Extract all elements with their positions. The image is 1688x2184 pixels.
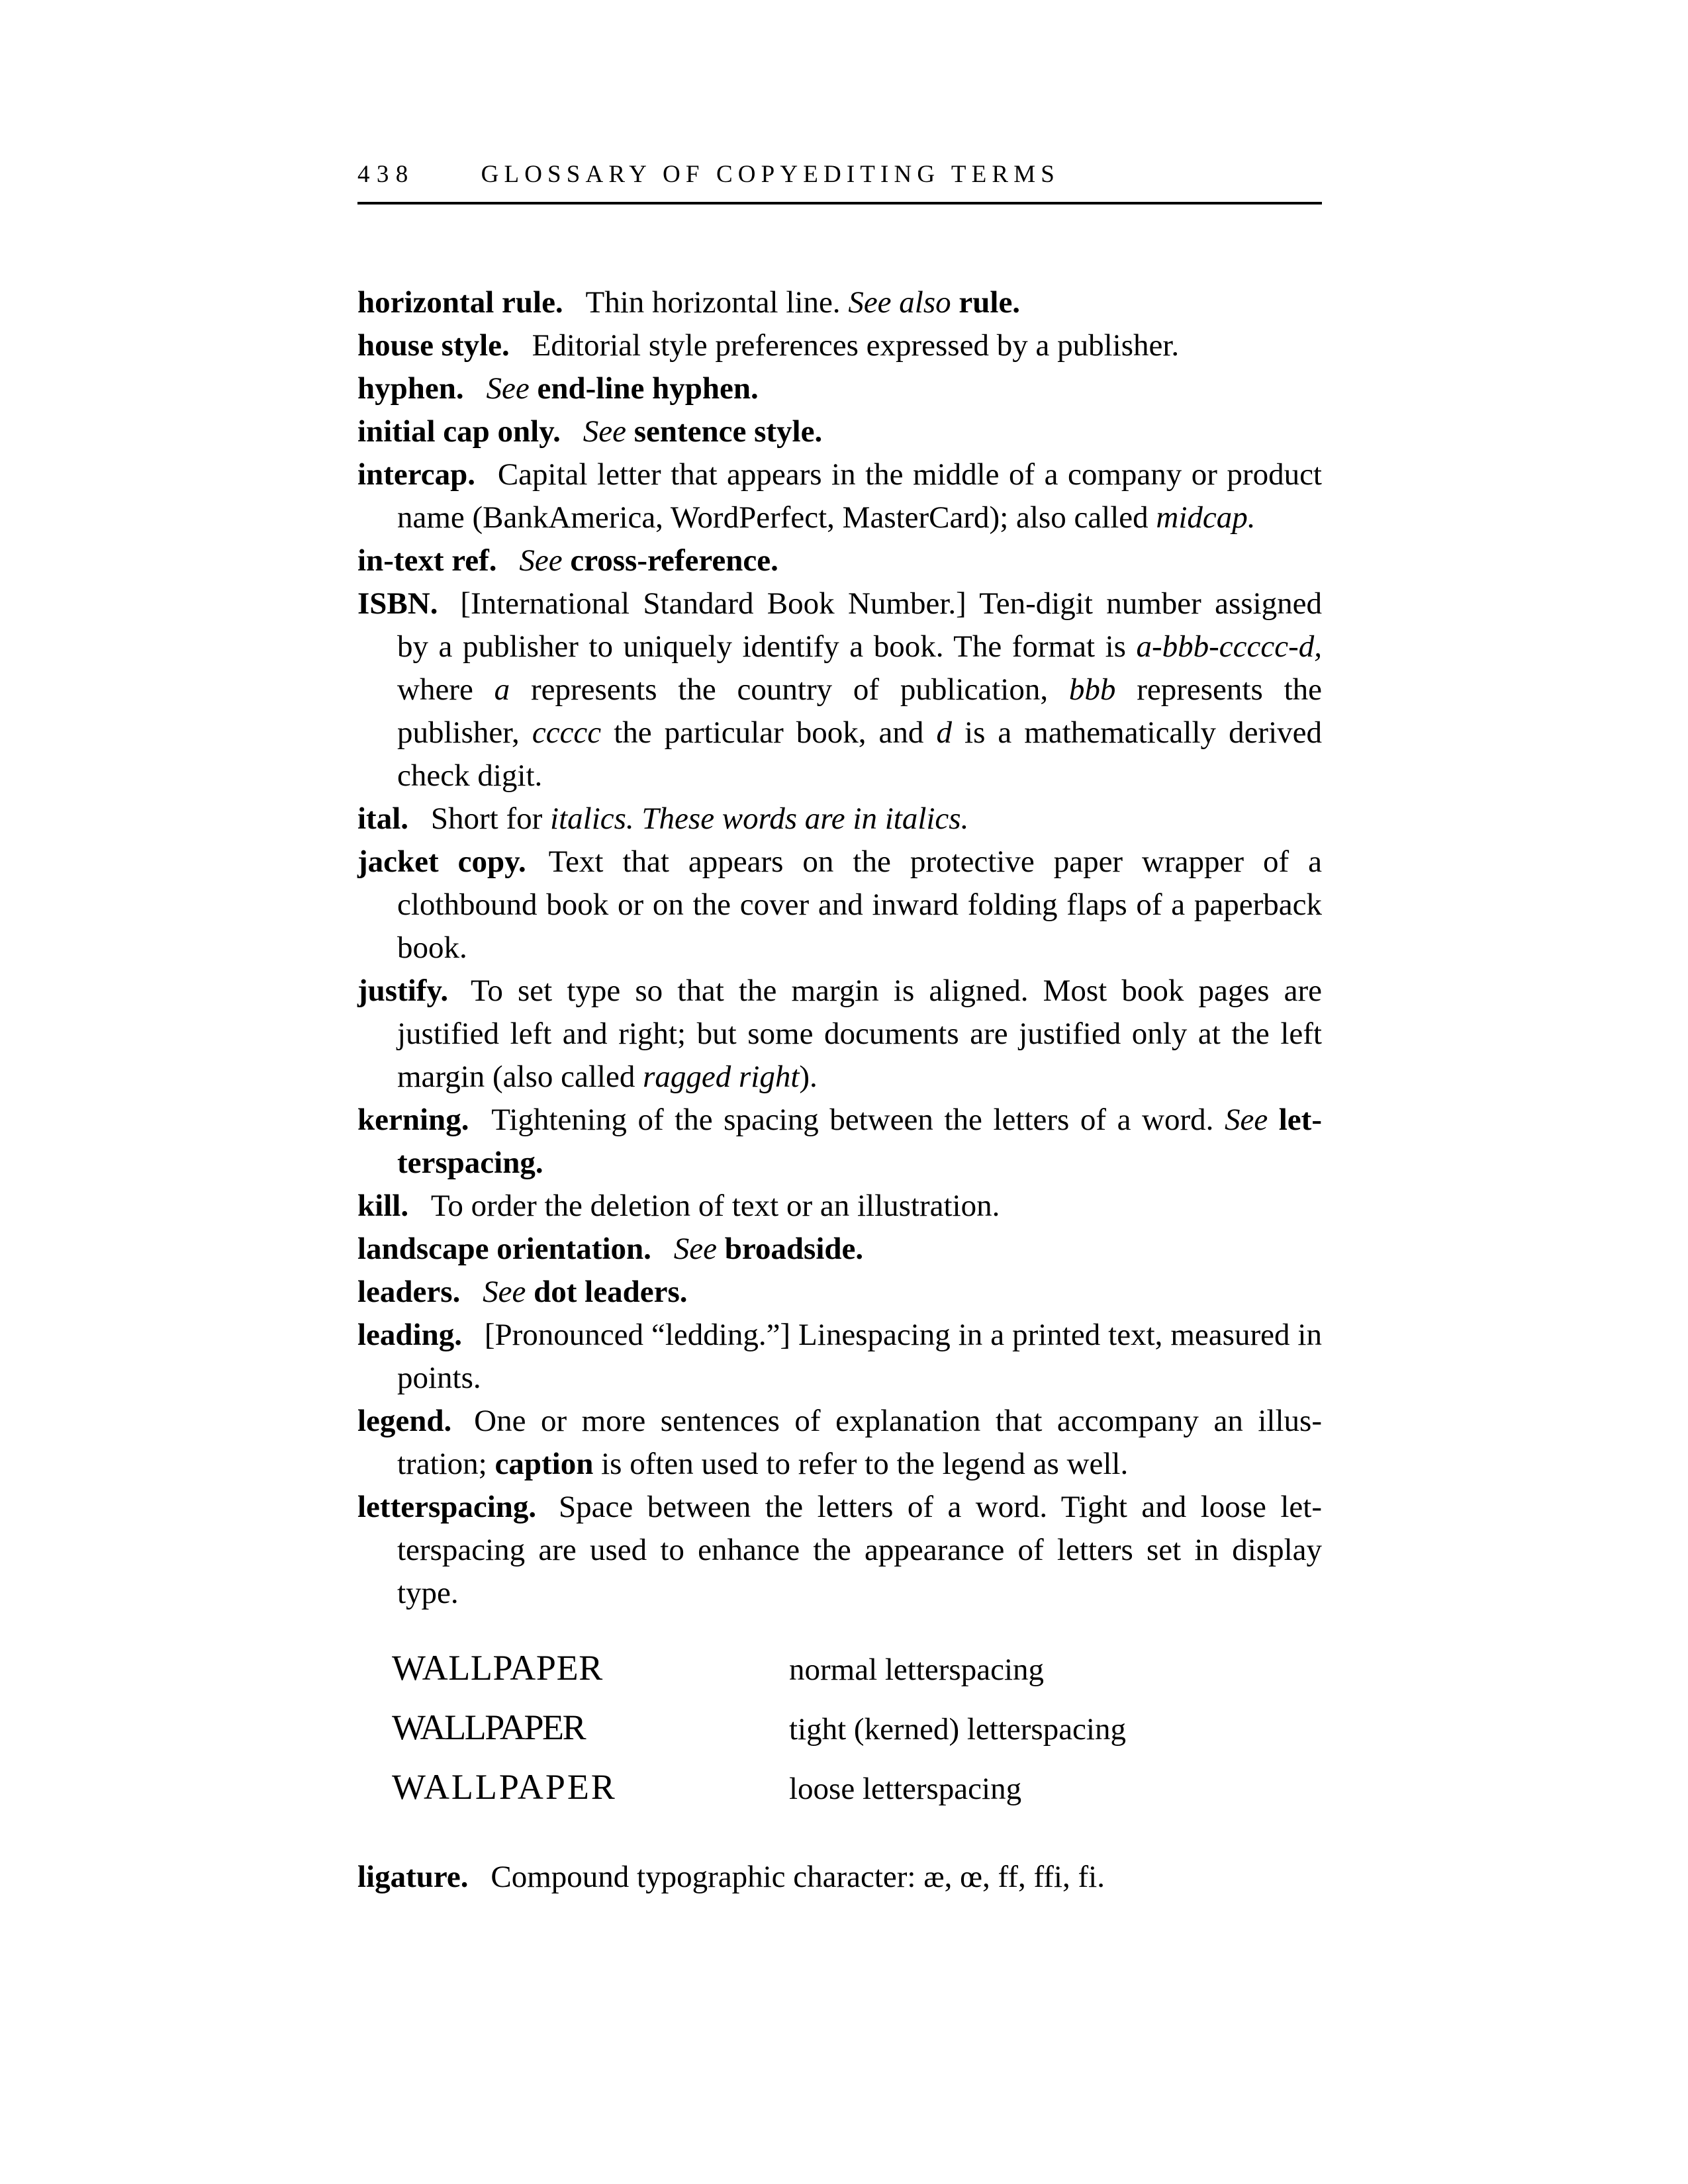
- glossary-entry: [357, 1314, 1322, 1400]
- entry-term: horizontal rule.: [357, 285, 563, 320]
- glossary-entry: [357, 970, 1322, 1099]
- entry-term: house style.: [357, 328, 510, 363]
- entry-text-run: represents the publisher,: [397, 672, 1322, 750]
- entry-text-run: See: [483, 1275, 534, 1309]
- glossary-entry: [357, 1185, 1322, 1228]
- header-rule: [357, 202, 1322, 205]
- entry-text-run: ccccc: [532, 715, 602, 750]
- entry-term: justify.: [357, 974, 449, 1008]
- letterspacing-sample-loose: WALLPAPER: [392, 1767, 617, 1807]
- entry-term: kerning.: [357, 1103, 469, 1137]
- letterspacing-sample-tight: WALLPAPER: [392, 1707, 585, 1747]
- entry-text-run: See also: [848, 285, 959, 320]
- glossary-entry: [357, 539, 1322, 582]
- entry-term: ISBN.: [357, 586, 438, 621]
- entry-text-run: end-line hyphen.: [537, 371, 759, 406]
- entry-term: landscape orientation.: [357, 1232, 651, 1266]
- entry-text-run: caption: [494, 1447, 594, 1481]
- letterspacing-sample-normal: WALLPAPER: [392, 1648, 603, 1688]
- entry-text-run: ragged right: [643, 1060, 800, 1094]
- entry-text-run: the particular book, and: [601, 715, 937, 750]
- entry-text-run: where: [397, 672, 494, 707]
- entry-term: ligature.: [357, 1860, 469, 1894]
- entry-text-run: Tightening of the spacing between the letters of a word.: [491, 1103, 1225, 1137]
- entry-term: intercap.: [357, 457, 475, 492]
- entry-text-run: To order the deletion of text or an illustration.: [430, 1189, 1000, 1223]
- entry-text-run: rule.: [959, 285, 1021, 320]
- entry-text-run: [International Standard Book Number.] Ten-digit number assigned by a publisher to uniquely identify a book. The format is: [397, 586, 1322, 664]
- glossary-entry: [357, 797, 1322, 841]
- running-head-title: GLOSSARY OF COPYEDITING TERMS: [481, 161, 1060, 188]
- entry-text-run: Text that appears on the protective paper wrapper of a clothbound book or on the cover and inward folding flaps of a paperback book.: [397, 844, 1322, 965]
- entry-term: leading.: [357, 1318, 463, 1352]
- entry-text-run: broadside.: [724, 1232, 864, 1266]
- glossary-entry: [357, 367, 1322, 410]
- glossary-entry: [357, 1400, 1322, 1486]
- entry-term: leaders.: [357, 1275, 461, 1309]
- entry-text-run: Short for: [430, 801, 551, 836]
- letterspacing-sample-label: loose letterspacing: [789, 1772, 1022, 1806]
- entry-text-run: Compound typographic character: æ, œ, ff, ffi, fi.: [491, 1860, 1105, 1894]
- entry-text-run: See: [486, 371, 538, 406]
- glossary-list-continued: [357, 1856, 1322, 1899]
- entry-text-run: is a mathematically derived check digit.: [397, 715, 1322, 793]
- entry-term: ital.: [357, 801, 409, 836]
- entry-text-run: a-bbb-ccccc-d,: [1136, 629, 1322, 664]
- entry-text-run: sentence style.: [633, 414, 823, 449]
- entry-text-run: See: [673, 1232, 725, 1266]
- page-number: 438: [357, 161, 415, 188]
- page-header: [357, 160, 1322, 189]
- letterspacing-examples: [357, 1647, 1322, 1825]
- glossary-entry: [357, 1856, 1322, 1899]
- entry-text-run: letterspacing.: [397, 1103, 1322, 1180]
- entry-text-run: d: [936, 715, 952, 750]
- glossary-entry: [357, 410, 1322, 453]
- glossary-entry: [357, 1271, 1322, 1314]
- entry-text-run: One or more sentences of explanation that accompany an illustration;: [397, 1404, 1322, 1481]
- entry-text-run: To set type so that the margin is aligned. Most book pages are justified left and right; but some documents are justified only at the left margin (also called: [397, 974, 1322, 1094]
- glossary-entry: [357, 1099, 1322, 1185]
- entry-text-run: italics. These words are in italics.: [550, 801, 969, 836]
- entry-text-run: Space between the letters of a word. Tight and loose letterspacing are used to enhance the appearance of letters set in display type.: [397, 1490, 1322, 1610]
- entry-text-run: [Pronounced “ledding.”] Linespacing in a printed text, measured in points.: [397, 1318, 1322, 1395]
- entry-term: hyphen.: [357, 371, 464, 406]
- glossary-entry: [357, 281, 1322, 324]
- letterspacing-example-row: [392, 1766, 1322, 1825]
- entry-text-run: represents the country of publication,: [510, 672, 1069, 707]
- entry-text-run: cross-reference.: [570, 543, 778, 578]
- letterspacing-sample-label: tight (kerned) letterspacing: [789, 1712, 1126, 1747]
- glossary-entry: [357, 453, 1322, 539]
- entry-text-run: midcap.: [1156, 500, 1256, 535]
- letterspacing-sample-label: normal letterspacing: [789, 1653, 1044, 1687]
- entry-term: letterspacing.: [357, 1490, 537, 1524]
- entry-term: kill.: [357, 1189, 409, 1223]
- entry-text-run: is often used to refer to the legend as well.: [593, 1447, 1129, 1481]
- entry-text-run: See: [519, 543, 571, 578]
- entry-text-run: ).: [799, 1060, 818, 1094]
- entry-text-run: See: [1224, 1103, 1279, 1137]
- entry-term: in-text ref.: [357, 543, 497, 578]
- glossary-entry: [357, 841, 1322, 970]
- entry-term: initial cap only.: [357, 414, 561, 449]
- glossary-entry: [357, 582, 1322, 797]
- glossary-text-block: [357, 281, 1322, 1899]
- glossary-entry: [357, 1486, 1322, 1615]
- entry-text-run: bbb: [1068, 672, 1116, 707]
- entry-text-run: Capital letter that appears in the middle of a company or product name (BankAmerica, WordPerfect, MasterCard); also called: [397, 457, 1322, 535]
- letterspacing-example-row: [392, 1706, 1322, 1766]
- entry-term: legend.: [357, 1404, 452, 1438]
- glossary-entry: [357, 324, 1322, 367]
- glossary-entry: [357, 1228, 1322, 1271]
- entry-text-run: dot leaders.: [534, 1275, 688, 1309]
- entry-text-run: Editorial style preferences expressed by a publisher.: [532, 328, 1180, 363]
- glossary-list: [357, 281, 1322, 1615]
- entry-text-run: Thin horizontal line.: [585, 285, 849, 320]
- letterspacing-example-row: [392, 1647, 1322, 1706]
- entry-text-run: a: [494, 672, 510, 707]
- entry-term: jacket copy.: [357, 844, 526, 879]
- entry-text-run: See: [583, 414, 634, 449]
